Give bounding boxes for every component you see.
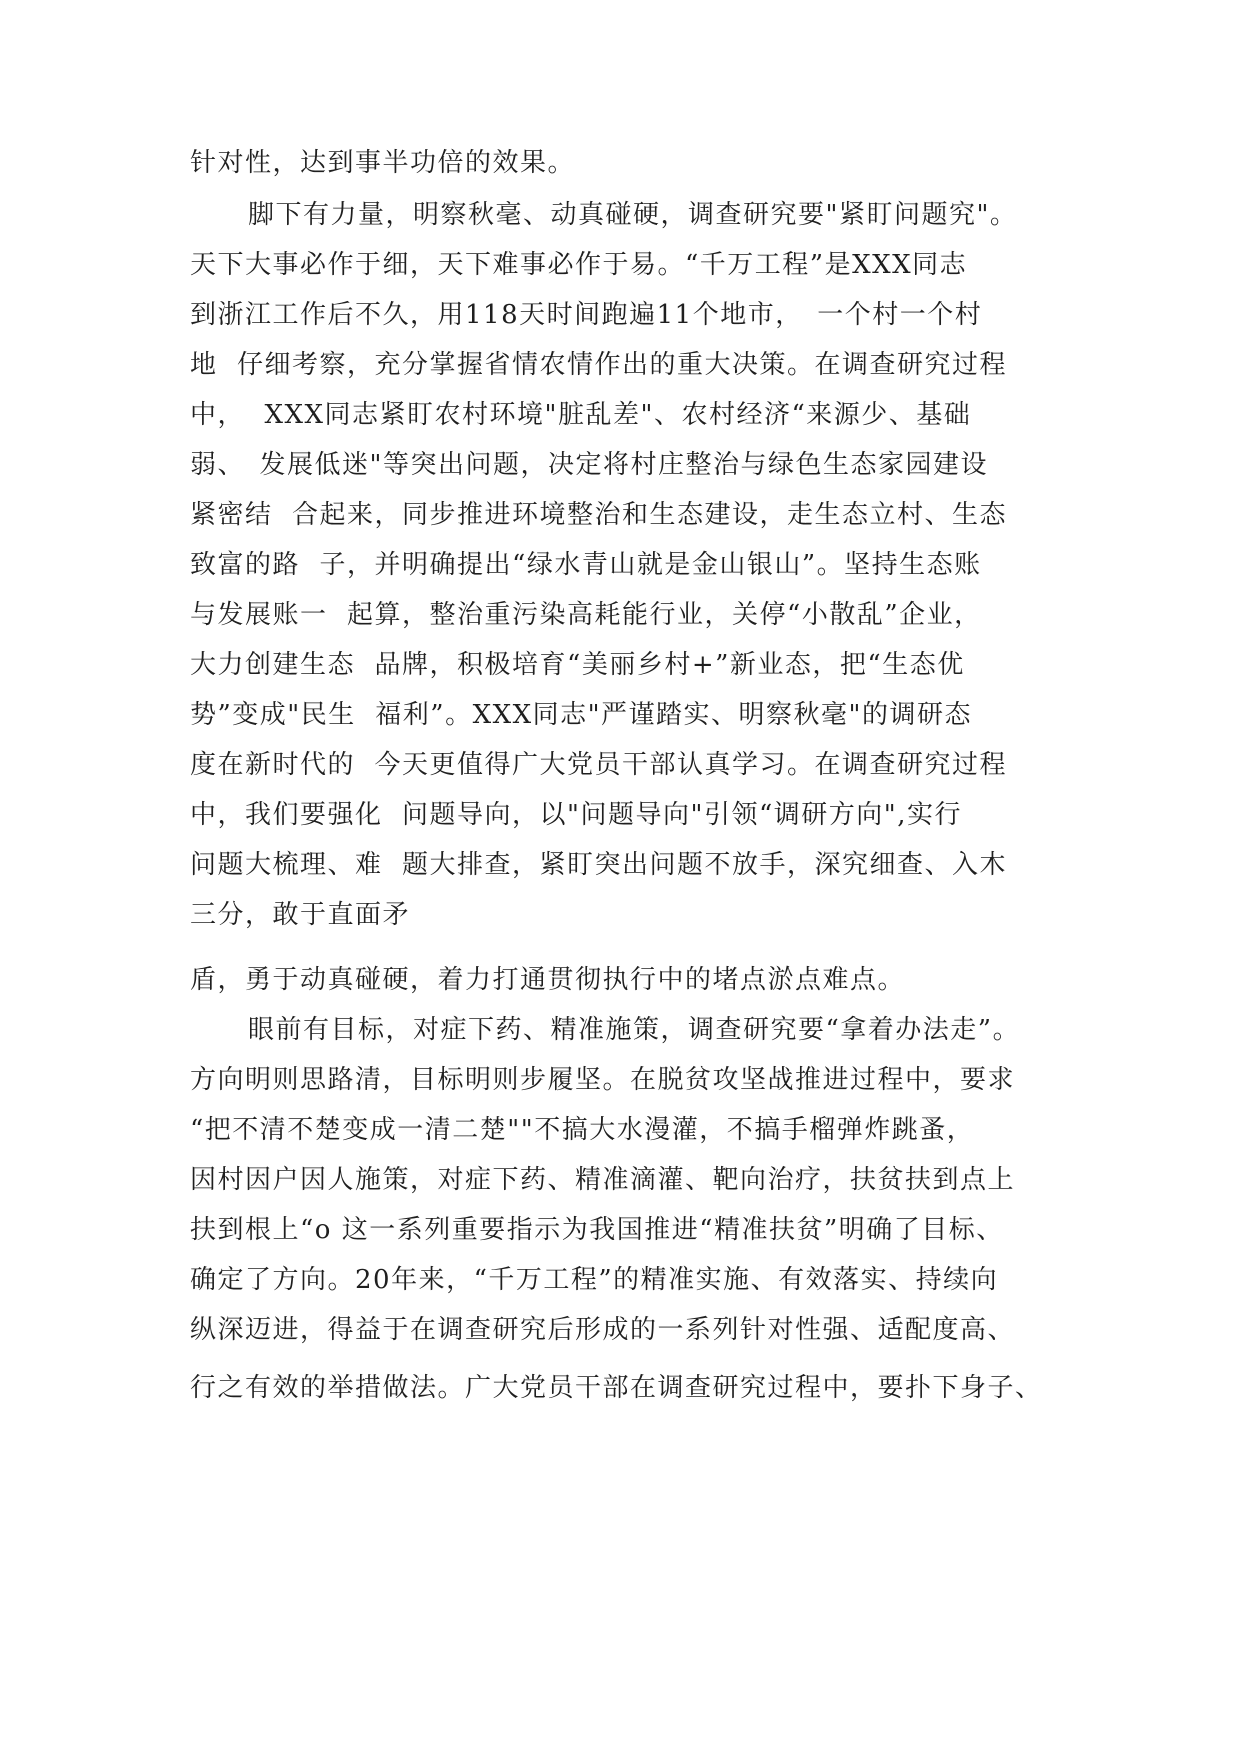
- text-line: 度在新时代的 今天更值得广大党员干部认真学习。在调查研究过程: [190, 750, 1008, 780]
- text-line: 因村因户因人施策，对症下药、精准滴灌、靶向治疗，扶贫扶到点上: [190, 1165, 1016, 1195]
- text-line: 扶到根上“o 这一系列重要指示为我国推进“精准扶贫”明确了目标、: [190, 1215, 1004, 1245]
- text-line: 弱、 发展低迷"等突出问题，决定将村庄整治与绿色生态家园建设: [190, 450, 988, 480]
- text-line: 与发展账一 起算，整治重污染高耗能行业，关停“小散乱”企业，: [190, 600, 982, 630]
- text-line: 纵深迈进，得益于在调查研究后形成的一系列针对性强、适配度高、: [190, 1315, 1016, 1345]
- text-line: 中，我们要强化 问题导向，以"问题导向"引领“调研方向",实行: [190, 800, 962, 830]
- text-line: 到浙江工作后不久，用118天时间跑遍11个地市， 一个村一个村: [190, 300, 983, 330]
- text-line: 盾，勇于动真碰硬，着力打通贯彻执行中的堵点淤点难点。: [190, 965, 906, 995]
- text-line: 三分，敢于直面矛: [190, 900, 411, 930]
- text-line: “把不清不楚变成一清二楚""不搞大水漫灌，不搞手榴弹炸跳蚤，: [190, 1115, 975, 1145]
- text-line: 大力创建生态 品牌，积极培育“美丽乡村+”新业态，把“生态优: [190, 650, 965, 680]
- text-line: 问题大梳理、难 题大排查，紧盯突出问题不放手，深究细查、入木: [190, 850, 1008, 880]
- text-line: 紧密结 合起来，同步推进环境整治和生态建设，走生态立村、生态: [190, 500, 1008, 530]
- text-line: 脚下有力量，明察秋毫、动真碰硬，调查研究要"紧盯问题究"。: [248, 200, 1018, 230]
- text-line: 中， XXX同志紧盯农村环境"脏乱差"、农村经济“来源少、基础: [190, 400, 972, 430]
- text-line: 势”变成"民生 福利”。XXX同志"严谨踏实、明察秋毫"的调研态: [190, 700, 973, 730]
- text-line: 眼前有目标，对症下药、精准施策，调查研究要“拿着办法走”。: [248, 1015, 1021, 1045]
- text-line: 天下大事必作于细，天下难事必作于易。“千万工程”是XXX同志: [190, 250, 968, 280]
- text-line: 方向明则思路清，目标明则步履坚。在脱贫攻坚战推进过程中，要求: [190, 1065, 1016, 1095]
- text-line: 确定了方向。20年来，“千万工程”的精准实施、有效落实、持续向: [190, 1265, 999, 1295]
- text-line: 行之有效的举措做法。广大党员干部在调查研究过程中，要扑下身子、: [190, 1373, 1043, 1403]
- text-line: 致富的路 子，并明确提出“绿水青山就是金山银山”。坚持生态账: [190, 550, 982, 580]
- text-line: 针对性，达到事半功倍的效果。: [190, 148, 576, 178]
- text-line: 地 仔细考察，充分掌握省情农情作出的重大决策。在调查研究过程: [190, 350, 1008, 380]
